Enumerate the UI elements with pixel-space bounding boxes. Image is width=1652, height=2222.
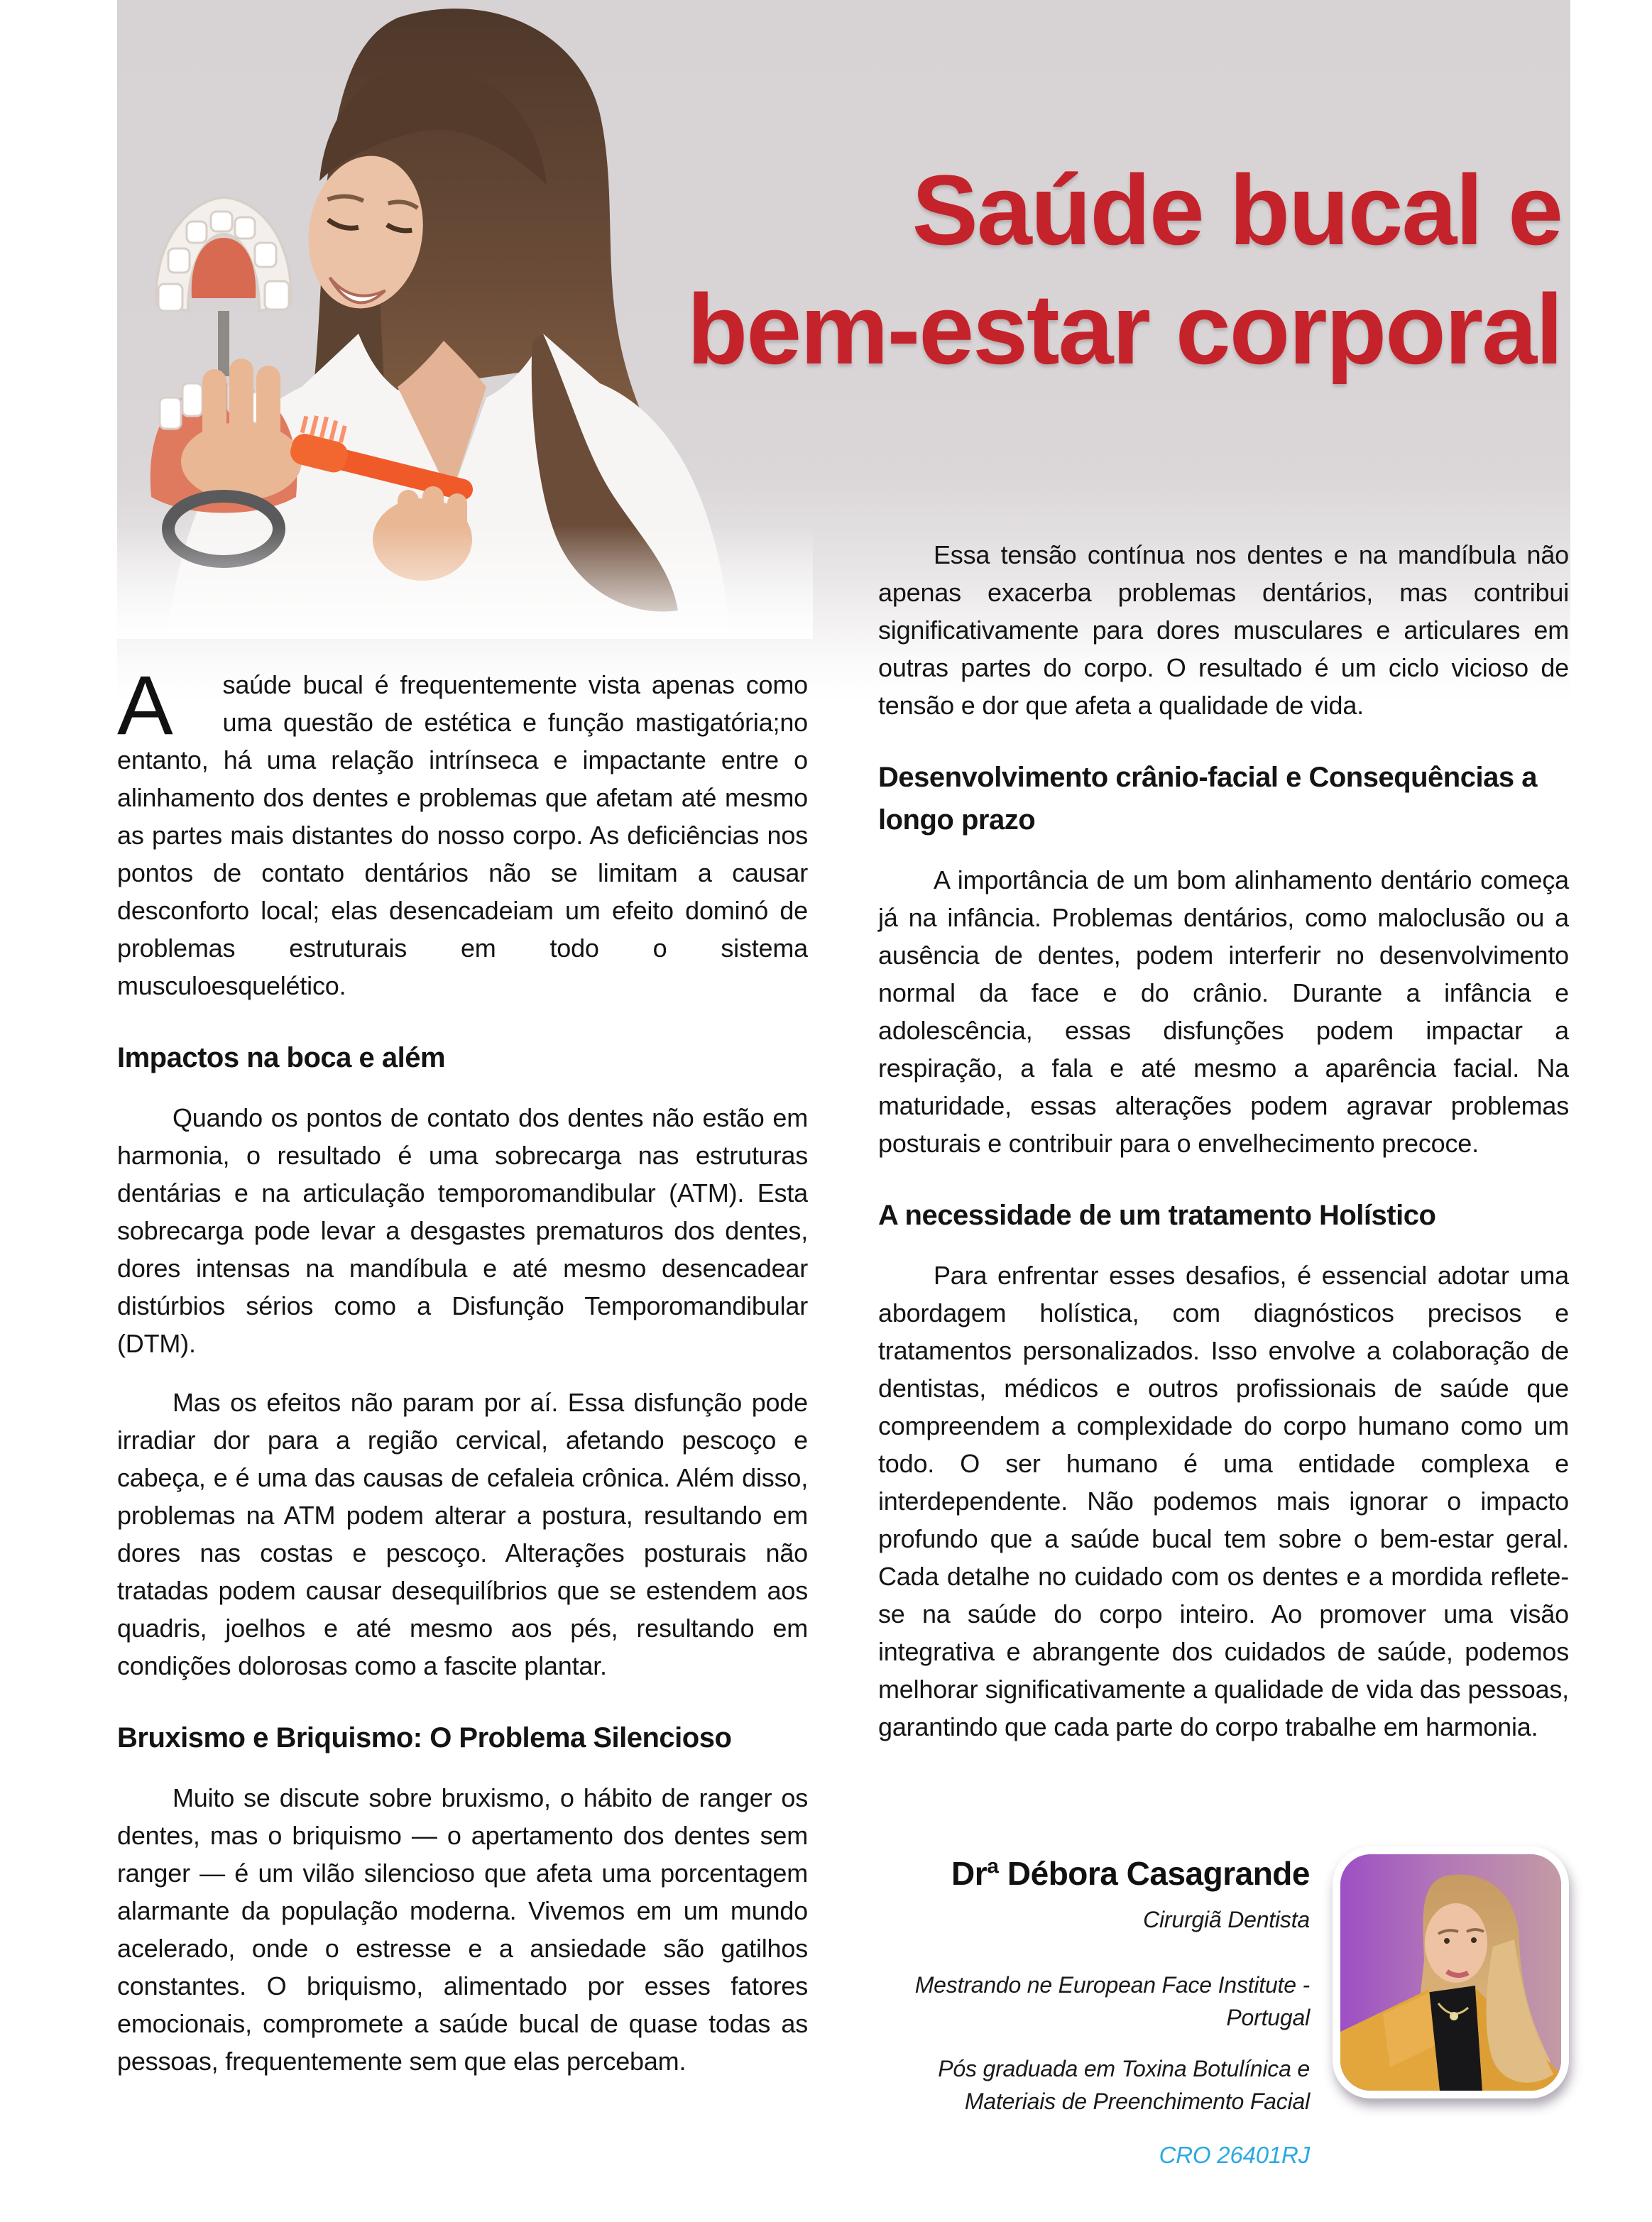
heading-holistico: A necessidade de um tratamento Holístico [878,1200,1436,1231]
model-hinge [218,311,229,376]
article-title [687,150,1562,389]
author-registration: CRO 26401RJ [1159,2142,1310,2168]
drop-cap: A [117,659,173,752]
title-line-2: bem-estar corporal [686,273,1562,385]
paragraph: Mas os efeitos não param por aí. Essa disfunção pode irradiar dor para a região cervical, afetando pescoço e cabeça, e é uma das causas de cefaleia crônica. Além disso, problemas na ATM podem alterar a postura, resultando em dores nas costas e pescoço. Alterações posturais não tratadas podem causar desequilíbrios que se estendem aos quadris, joelhos e até mesmo aos pés, resultando em condições dolorosas como a fascite plantar. [117,1388,808,1680]
title-line-1: Saúde bucal e [912,154,1562,266]
paragraph: Quando os pontos de contato dos dentes não estão em harmonia, o resultado é uma sobrecarga nas estruturas dentárias e na articulação temporomandibular (ATM). Esta sobrecarga pode levar a desgastes prematuros dos dentes, dores intensas na mandíbula e até mesmo desencadear distúrbios sérios como a Disfunção Temporomandibular (DTM). [117,1103,808,1358]
author-photo [1333,1846,1569,2098]
author-name: Drª Débora Casagrande [951,1855,1310,1892]
author-portrait-illustration [1340,1854,1561,2091]
paragraph: A importância de um bom alinhamento dentário começa já na infância. Problemas dentários, como maloclusão ou a ausência de dentes, podem interferir no desenvolvimento normal da face e do crânio. Durante a infância e adolescência, essas disfunções podem impactar a respiração, a fala e até mesmo a aparência facial. Na maturidade, essas alterações podem agravar problemas posturais e contribuir para o envelhecimento precoce. [878,865,1569,1158]
paragraph: Para enfrentar esses desafios, é essencial adotar uma abordagem holística, com diagnósticos precisos e tratamentos personalizados. Isso envolve a colaboração de dentistas, médicos e outros profissionais de saúde que compreendem a complexidade do corpo humano como um todo. O ser humano é uma entidade complexa e interdependente. Não podemos mais ignorar o impacto profundo que a saúde bucal tem sobre o bem-estar geral. Cada detalhe no cuidado com os dentes e a mordida reflete-se na saúde do corpo inteiro. Ao promover uma visão integrativa e abrangente dos cuidados de saúde, podemos melhorar significativamente a qualidade de vida das pessoas, garantindo que cada parte do corpo trabalhe em harmonia. [878,1261,1569,1741]
author-credential-1: Mestrando ne European Face Institute - Portugal [914,1972,1310,2030]
paragraph: Essa tensão contínua nos dentes e na mandíbula não apenas exacerba problemas dentários, mas contribui significativamente para dores musculares e articulares em outras partes do corpo. O resultado é um ciclo vicioso de tensão e dor que afeta a qualidade de vida. [878,540,1569,720]
heading-bruxismo: Bruxismo e Briquismo: O Problema Silencioso [117,1722,732,1753]
author-bio-text [912,1846,1310,2174]
lead-paragraph [117,659,808,1005]
lead-text: saúde bucal é frequentemente vista apenas como uma questão de estética e função mastigatória;no entanto, há uma relação intrínseca e impactante entre o alinhamento dos dentes e problemas que afetam até mesmo as partes mais distantes do nosso corpo. As deficiências nos pontos de contato dentários não se limitam a causar desconforto local; elas desencadeiam um efeito dominó de problemas estruturais em todo o sistema musculoesquelético. [117,670,808,1000]
heading-desenvolvimento: Desenvolvimento crânio-facial e Consequências a longo prazo [878,762,1537,836]
author-bio [878,1846,1569,2174]
paragraph: Muito se discute sobre bruxismo, o hábito de ranger os dentes, mas o briquismo — o apertamento dos dentes sem ranger — é um vilão silencioso que afeta uma porcentagem alarmante da população moderna. Vivemos em um mundo acelerado, onde o estresse e a ansiedade são gatilhos constantes. O briquismo, alimentado por esses fatores emocionais, compromete a saúde bucal de quase todas as pessoas, frequentemente sem que elas percebam. [117,1783,808,2076]
author-role: Cirurgiã Dentista [1143,1907,1310,1932]
author-credential-2: Pós graduada em Toxina Botulínica e Materiais de Preenchimento Facial [938,2056,1310,2114]
left-column [117,659,808,2101]
right-column [878,536,1569,2174]
heading-impactos: Impactos na boca e além [117,1042,446,1073]
